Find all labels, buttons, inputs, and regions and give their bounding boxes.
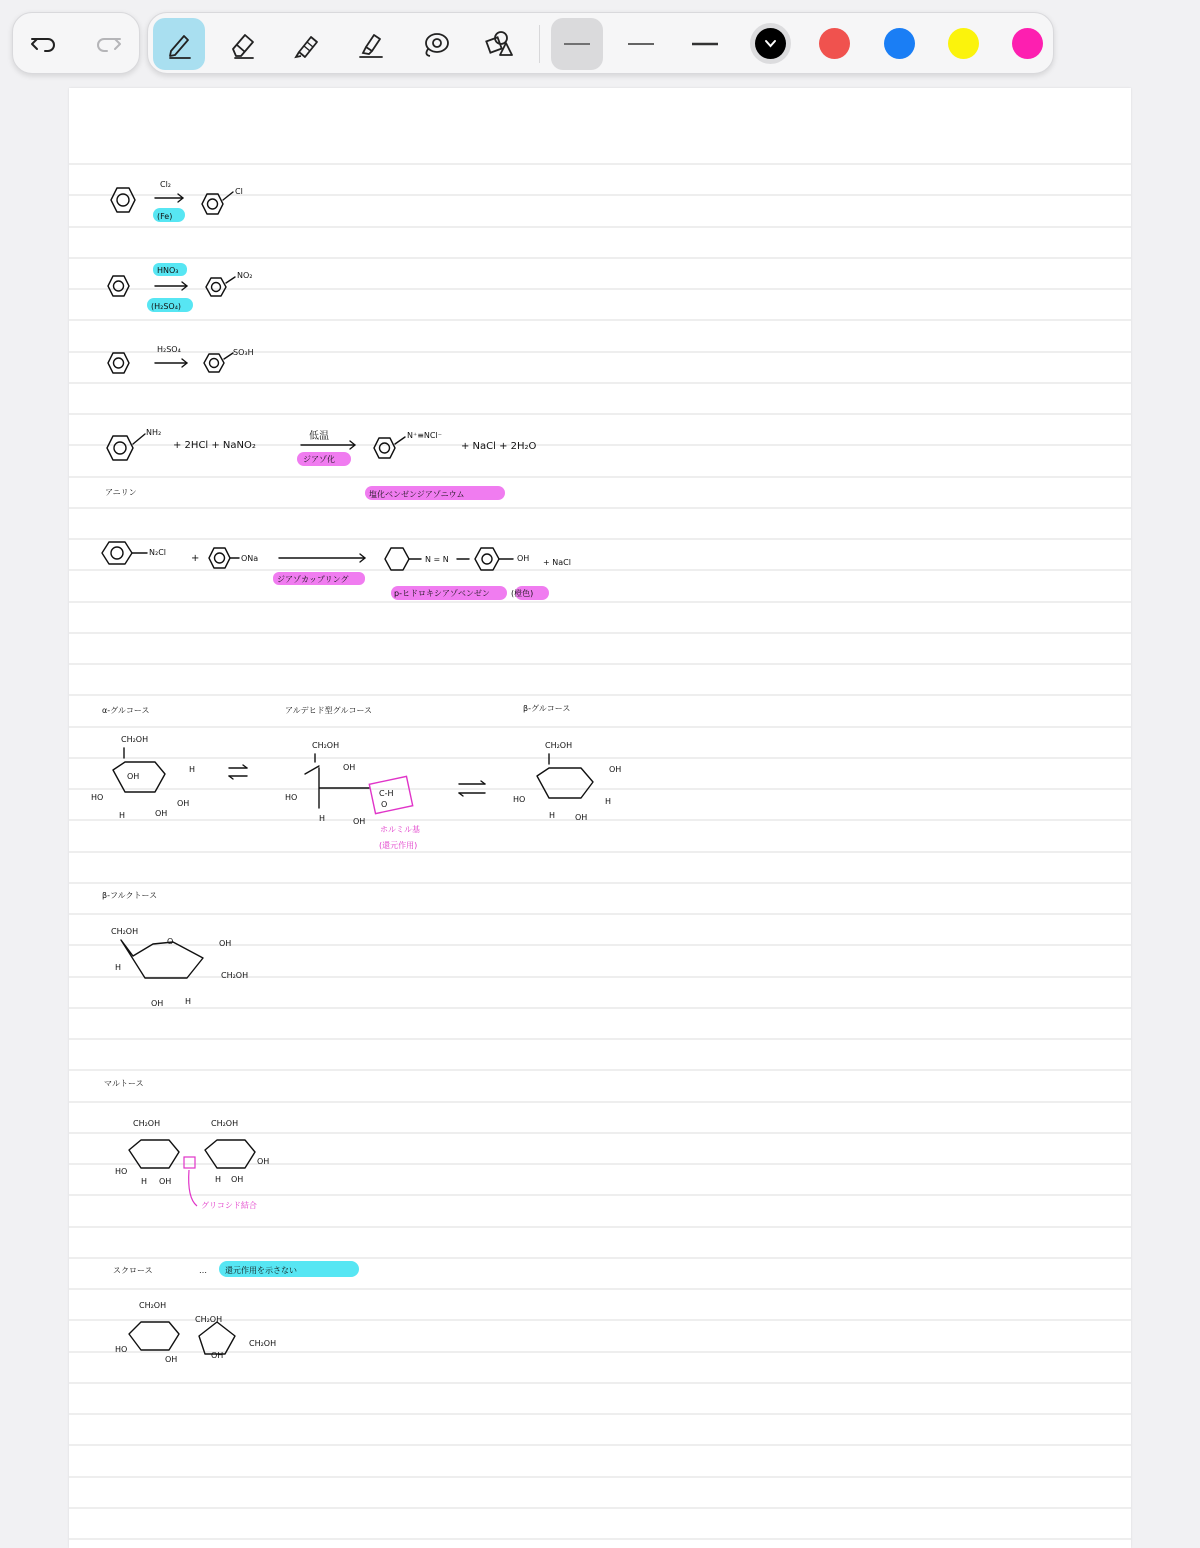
stroke-width-thick-button[interactable] xyxy=(679,18,731,70)
reaction-sulfonation xyxy=(108,345,254,373)
svg-text:OH: OH xyxy=(165,1355,178,1364)
condition-text: 低温 xyxy=(309,431,329,442)
reagent-text: H₂SO₄ xyxy=(157,345,181,354)
svg-text:OH: OH xyxy=(177,799,190,808)
heading-maltose: マルトース xyxy=(104,1079,144,1088)
pen-tool-button[interactable] xyxy=(153,18,205,70)
azo-text: N = N xyxy=(425,555,449,564)
svg-text:OH: OH xyxy=(151,999,164,1008)
svg-text:OH: OH xyxy=(231,1175,244,1184)
svg-text:O: O xyxy=(167,937,174,946)
svg-text:H: H xyxy=(319,814,326,823)
catalyst-text: (H₂SO₄) xyxy=(151,302,182,311)
svg-text:CH₂OH: CH₂OH xyxy=(221,971,249,980)
lasso-tool-button[interactable] xyxy=(409,18,461,70)
heading-alpha-glucose: α-グルコース xyxy=(102,706,150,715)
substituent-text: N⁺≡NCl⁻ xyxy=(407,431,442,440)
reagents-text: + 2HCl + NaNO₂ xyxy=(173,440,256,451)
drawing-toolbar xyxy=(147,12,1054,74)
reaction-tag: ジアゾ化 xyxy=(303,455,335,464)
svg-text:CH₂OH: CH₂OH xyxy=(195,1315,223,1324)
formyl-note: (還元作用) xyxy=(379,841,418,850)
byproducts-text: + NaCl + 2H₂O xyxy=(461,441,537,452)
svg-text:CH₂OH: CH₂OH xyxy=(312,741,340,750)
svg-text:OH: OH xyxy=(257,1157,270,1166)
compound-name: 塩化ベンゼンジアゾニウム xyxy=(369,490,465,499)
svg-text:OH: OH xyxy=(159,1177,172,1186)
stroke-thick-icon xyxy=(688,27,722,61)
formyl-label: ホルミル基 xyxy=(380,825,420,834)
svg-text:H: H xyxy=(185,997,192,1006)
svg-text:H: H xyxy=(141,1177,148,1186)
svg-text:CH₂OH: CH₂OH xyxy=(249,1339,277,1348)
substituent-text: ONa xyxy=(241,554,259,563)
stroke-medium-icon xyxy=(624,27,658,61)
svg-text:CH₂OH: CH₂OH xyxy=(211,1119,239,1128)
svg-text:HO: HO xyxy=(115,1345,128,1354)
marker-icon xyxy=(290,27,324,61)
svg-text:HO: HO xyxy=(513,795,526,804)
pen-icon xyxy=(162,27,196,61)
toolbar-divider xyxy=(539,25,540,63)
svg-text:C-H: C-H xyxy=(379,789,394,798)
svg-text:HO: HO xyxy=(115,1167,128,1176)
undo-arrow-icon xyxy=(27,27,61,61)
redo-button[interactable] xyxy=(82,18,134,70)
svg-text:OH: OH xyxy=(211,1351,224,1360)
reagent-text: Cl₂ xyxy=(160,180,172,189)
svg-text:OH: OH xyxy=(343,763,356,772)
chevron-down-icon xyxy=(755,28,786,59)
svg-text:HO: HO xyxy=(91,793,104,802)
shapes-tool-button[interactable] xyxy=(473,18,525,70)
svg-text:CH₂OH: CH₂OH xyxy=(139,1301,167,1310)
svg-text:CH₂OH: CH₂OH xyxy=(133,1119,161,1128)
glucose-structures xyxy=(91,704,621,850)
compound-color: (橙色) xyxy=(511,589,534,598)
reaction-tag: ジアゾカップリング xyxy=(277,575,349,584)
note-page[interactable] xyxy=(69,88,1131,1548)
sucrose-structure xyxy=(113,1265,297,1364)
stroke-thin-icon xyxy=(560,27,594,61)
eraser-icon xyxy=(226,27,260,61)
reagent-text: HNO₃ xyxy=(157,266,179,275)
svg-text:CH₂OH: CH₂OH xyxy=(545,741,573,750)
svg-text:H: H xyxy=(215,1175,222,1184)
glycoside-label: グリコシド結合 xyxy=(201,1201,257,1210)
svg-text:H: H xyxy=(605,797,612,806)
substituent-text: N₂Cl xyxy=(149,548,166,557)
svg-text:CH₂OH: CH₂OH xyxy=(121,735,149,744)
shapes-icon xyxy=(482,27,516,61)
catalyst-text: (Fe) xyxy=(157,212,173,221)
eraser-tool-button[interactable] xyxy=(217,18,269,70)
svg-text:CH₂OH: CH₂OH xyxy=(111,927,139,936)
stroke-width-thin-button[interactable] xyxy=(551,18,603,70)
compound-name: p-ヒドロキシアゾベンゼン xyxy=(394,589,490,598)
history-toolbar xyxy=(12,12,140,74)
heading-beta-glucose: β-グルコース xyxy=(523,704,571,713)
substituent-text: SO₃H xyxy=(233,348,254,357)
svg-text:H: H xyxy=(189,765,196,774)
svg-text:H: H xyxy=(119,811,126,820)
heading-beta-fructose: β-フルクトース xyxy=(102,891,158,900)
glycoside-box xyxy=(184,1157,195,1168)
svg-text:OH: OH xyxy=(155,809,168,818)
svg-text:HO: HO xyxy=(285,793,298,802)
color-swatch-blue[interactable] xyxy=(884,28,915,59)
substituent-text: NO₂ xyxy=(237,271,253,280)
svg-text:O: O xyxy=(381,800,388,809)
sucrose-note: 還元作用を示さない xyxy=(225,1266,297,1275)
plus-text: + xyxy=(191,553,200,564)
stroke-width-medium-button[interactable] xyxy=(615,18,667,70)
color-swatch-red[interactable] xyxy=(819,28,850,59)
redo-arrow-icon xyxy=(91,27,125,61)
heading-aldehyde-glucose: アルデヒド型グルコース xyxy=(285,706,373,715)
color-swatch-black[interactable] xyxy=(755,28,786,59)
compound-name: アニリン xyxy=(105,488,137,497)
marker-tool-button[interactable] xyxy=(281,18,333,70)
svg-text:H: H xyxy=(549,811,556,820)
color-swatch-pink[interactable] xyxy=(1012,28,1043,59)
heading-sucrose: スクロース xyxy=(113,1266,153,1275)
substituent-text: NH₂ xyxy=(146,428,162,437)
substituent-text: Cl xyxy=(235,187,243,196)
svg-text:OH: OH xyxy=(219,939,232,948)
highlighter-icon xyxy=(354,27,388,61)
byproduct-text: + NaCl xyxy=(543,558,571,567)
color-swatch-yellow[interactable] xyxy=(948,28,979,59)
svg-text:H: H xyxy=(115,963,122,972)
svg-text:OH: OH xyxy=(575,813,588,822)
sucrose-dots: … xyxy=(199,1266,207,1275)
lasso-icon xyxy=(418,27,452,61)
svg-text:OH: OH xyxy=(353,817,366,826)
svg-text:OH: OH xyxy=(127,772,140,781)
fructose-structure xyxy=(102,891,248,1008)
svg-text:OH: OH xyxy=(609,765,622,774)
substituent-text: OH xyxy=(517,554,530,563)
undo-button[interactable] xyxy=(18,18,70,70)
ruled-lines xyxy=(69,88,1131,1548)
maltose-structure xyxy=(104,1079,269,1210)
highlighter-tool-button[interactable] xyxy=(345,18,397,70)
